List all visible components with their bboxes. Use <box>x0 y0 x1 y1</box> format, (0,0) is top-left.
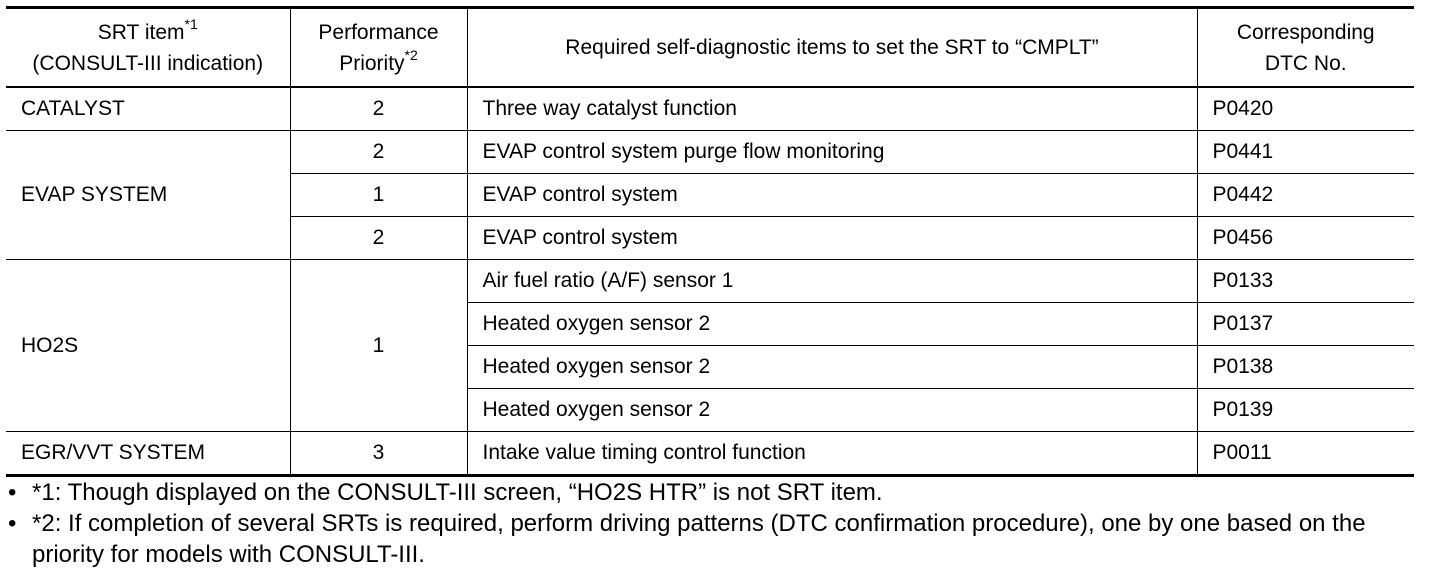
priority-cell: 2 <box>290 217 467 260</box>
diag-item-cell: Heated oxygen sensor 2 <box>467 346 1197 389</box>
diag-item-cell: EVAP control system purge flow monitoring <box>467 131 1197 174</box>
dtc-cell: P0139 <box>1197 389 1414 432</box>
header-required-items: Required self-diagnostic items to set the SRT to “CMPLT” <box>467 8 1197 88</box>
footnotes <box>8 477 1428 570</box>
priority-cell: 1 <box>290 174 467 217</box>
dtc-cell: P0456 <box>1197 217 1414 260</box>
dtc-cell: P0011 <box>1197 432 1414 476</box>
footnote-2 <box>8 508 1428 570</box>
footnote-text: *1: Though displayed on the CONSULT-III screen, “HO2S HTR” is not SRT item. <box>32 479 883 506</box>
srt-item-cell: CATALYST <box>6 87 290 131</box>
priority-cell: 3 <box>290 432 467 476</box>
bullet-icon: • <box>8 510 17 537</box>
dtc-cell: P0441 <box>1197 131 1414 174</box>
diag-item-cell: Intake value timing control function <box>467 432 1197 476</box>
diag-item-cell: EVAP control system <box>467 217 1197 260</box>
table-row <box>6 87 1414 131</box>
header-dtc-no: Corresponding DTC No. <box>1197 8 1414 88</box>
srt-item-cell: EGR/VVT SYSTEM <box>6 432 290 476</box>
srt-item-cell: EVAP SYSTEM <box>6 131 290 260</box>
srt-item-cell: HO2S <box>6 260 290 432</box>
footnote-1 <box>8 477 1428 508</box>
bullet-icon: • <box>8 479 17 506</box>
footnote-text: *2: If completion of several SRTs is required, perform driving patterns (DTC confirmation procedure), one by one based on the priority for models with CONSULT-III. <box>32 510 1366 568</box>
priority-cell: 1 <box>290 260 467 432</box>
header-performance-priority: Performance Priority$^{*2}$ <box>290 8 467 88</box>
table-header-row <box>6 8 1414 88</box>
header-srt-item: SRT item$^{*1}$ (CONSULT-III indication) <box>6 8 290 88</box>
diag-item-cell: EVAP control system <box>467 174 1197 217</box>
diag-item-cell: Three way catalyst function <box>467 87 1197 131</box>
priority-cell: 2 <box>290 87 467 131</box>
priority-cell: 2 <box>290 131 467 174</box>
diag-item-cell: Air fuel ratio (A/F) sensor 1 <box>467 260 1197 303</box>
diag-item-cell: Heated oxygen sensor 2 <box>467 389 1197 432</box>
table-row <box>6 432 1414 476</box>
dtc-cell: P0442 <box>1197 174 1414 217</box>
dtc-cell: P0420 <box>1197 87 1414 131</box>
dtc-cell: P0137 <box>1197 303 1414 346</box>
dtc-cell: P0133 <box>1197 260 1414 303</box>
table-row <box>6 260 1414 303</box>
diag-item-cell: Heated oxygen sensor 2 <box>467 303 1197 346</box>
dtc-cell: P0138 <box>1197 346 1414 389</box>
table-row <box>6 131 1414 174</box>
srt-table <box>6 6 1414 477</box>
